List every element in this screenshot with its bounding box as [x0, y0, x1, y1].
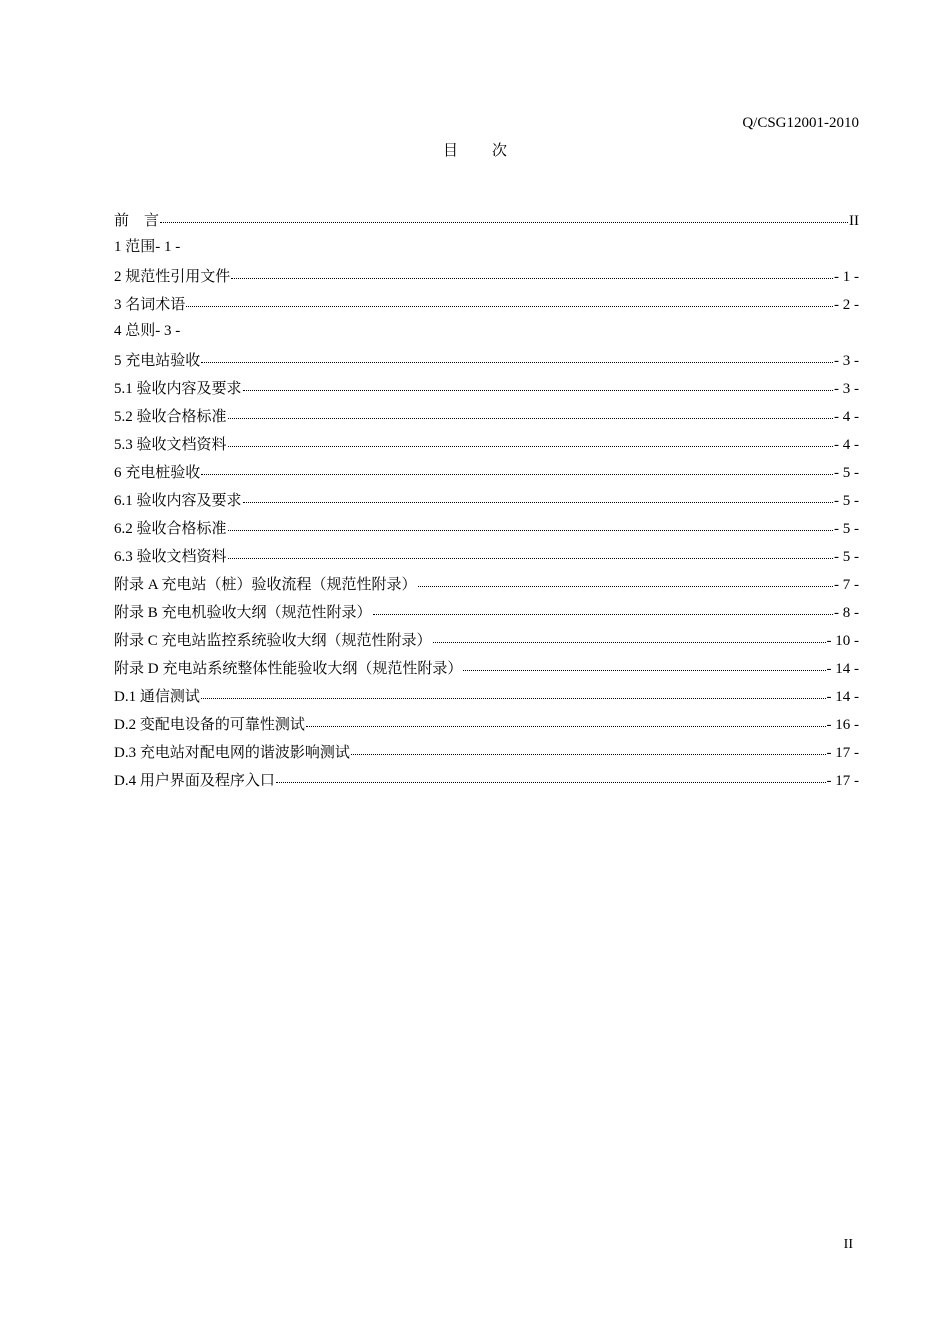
toc-leader-dots	[351, 741, 826, 757]
toc-entry-label: 5.2 验收合格标准	[114, 409, 227, 425]
toc-leader-dots	[228, 517, 833, 533]
toc-entry[interactable]	[114, 713, 859, 741]
toc-entry-page: - 16 -	[826, 717, 859, 733]
toc-entry[interactable]	[114, 657, 859, 685]
toc-leader-dots	[306, 713, 826, 729]
toc-entry-label: 6.3 验收文档资料	[114, 549, 227, 565]
toc-entry[interactable]	[114, 601, 859, 629]
toc-entry-label: 5 充电站验收	[114, 353, 201, 369]
toc-entry-label: 1 范围	[114, 239, 156, 255]
toc-entry-page: - 5 -	[834, 465, 859, 481]
toc-entry-page: - 7 -	[834, 577, 859, 593]
toc-entry-page: - 4 -	[834, 409, 859, 425]
toc-entry-page: - 2 -	[834, 297, 859, 313]
toc-entry-label: 附录 A 充电站（桩）验收流程（规范性附录）	[114, 577, 417, 593]
toc-entry-page: - 10 -	[826, 633, 859, 649]
toc-entry-page: - 3 -	[155, 323, 181, 339]
toc-entry-label: D.2 变配电设备的可靠性测试	[114, 717, 305, 733]
toc-leader-dots	[201, 685, 826, 701]
toc-entry-page: - 3 -	[834, 381, 859, 397]
toc-leader-dots	[243, 489, 833, 505]
toc-entry-label: 6 充电桩验收	[114, 465, 201, 481]
toc-entry[interactable]	[114, 489, 859, 517]
toc-leader-dots	[463, 657, 825, 673]
page-number: II	[843, 1237, 853, 1252]
toc-entry-label: D.4 用户界面及程序入口	[114, 773, 275, 789]
toc-entry-page: - 1 -	[155, 239, 181, 255]
toc-entry-label: D.1 通信测试	[114, 689, 200, 705]
toc-entry-label: 6.2 验收合格标准	[114, 521, 227, 537]
toc-entry-page: - 1 -	[834, 269, 859, 285]
toc-entry-label: 6.1 验收内容及要求	[114, 493, 242, 509]
toc-entry[interactable]	[114, 265, 859, 293]
toc-leader-dots	[231, 265, 833, 281]
toc-leader-dots	[228, 405, 833, 421]
toc-entry-page: - 17 -	[826, 773, 859, 789]
toc-entry-label: 前 言	[114, 213, 160, 229]
toc-entry[interactable]	[114, 685, 859, 713]
toc-leader-dots	[228, 433, 833, 449]
document-code: Q/CSG12001-2010	[742, 115, 859, 131]
toc-entry[interactable]	[114, 545, 859, 573]
toc-entry-page: - 5 -	[834, 549, 859, 565]
toc-leader-dots	[201, 461, 833, 477]
toc-entry[interactable]	[114, 237, 859, 265]
toc-entry-page: - 4 -	[834, 437, 859, 453]
toc-title: 目次	[442, 143, 541, 159]
toc-entry-label: 5.3 验收文档资料	[114, 437, 227, 453]
toc-entry-label: D.3 充电站对配电网的谐波影响测试	[114, 745, 350, 761]
toc-leader-dots	[160, 209, 848, 225]
toc-leader-dots	[243, 377, 833, 393]
toc-leader-dots	[276, 769, 826, 785]
toc-entry-page: II	[849, 213, 859, 229]
toc-entry-page: - 14 -	[826, 689, 859, 705]
toc-leader-dots	[433, 629, 826, 645]
toc-entry[interactable]	[114, 629, 859, 657]
toc-entry-label: 5.1 验收内容及要求	[114, 381, 242, 397]
toc-leader-dots	[228, 545, 833, 561]
toc-entry-label: 2 规范性引用文件	[114, 269, 231, 285]
toc-entry-page: - 14 -	[826, 661, 859, 677]
toc-leader-dots	[373, 601, 833, 617]
toc-entry[interactable]	[114, 321, 859, 349]
toc-entry[interactable]	[114, 209, 859, 237]
toc-entry-label: 4 总则	[114, 323, 156, 339]
toc-entry-page: - 3 -	[834, 353, 859, 369]
toc-entry[interactable]	[114, 377, 859, 405]
toc-entry-label: 附录 C 充电站监控系统验收大纲（规范性附录）	[114, 633, 432, 649]
toc-entry-label: 3 名词术语	[114, 297, 186, 313]
toc-entry-page: - 5 -	[834, 521, 859, 537]
toc-entry[interactable]	[114, 517, 859, 545]
toc-entry-page: - 5 -	[834, 493, 859, 509]
toc-entry[interactable]	[114, 433, 859, 461]
toc-entry-label: 附录 D 充电站系统整体性能验收大纲（规范性附录）	[114, 661, 463, 677]
toc-leader-dots	[201, 349, 833, 365]
toc-entry-label: 附录 B 充电机验收大纲（规范性附录）	[114, 605, 372, 621]
toc-entry[interactable]	[114, 573, 859, 601]
toc-entry[interactable]	[114, 741, 859, 769]
toc-entry[interactable]	[114, 405, 859, 433]
toc-entry-page: - 8 -	[834, 605, 859, 621]
toc-entry[interactable]	[114, 293, 859, 321]
table-of-contents	[114, 209, 859, 797]
toc-entry[interactable]	[114, 461, 859, 489]
toc-entry-page: - 17 -	[826, 745, 859, 761]
toc-leader-dots	[418, 573, 833, 589]
toc-entry[interactable]	[114, 769, 859, 797]
toc-entry[interactable]	[114, 349, 859, 377]
toc-leader-dots	[186, 293, 833, 309]
